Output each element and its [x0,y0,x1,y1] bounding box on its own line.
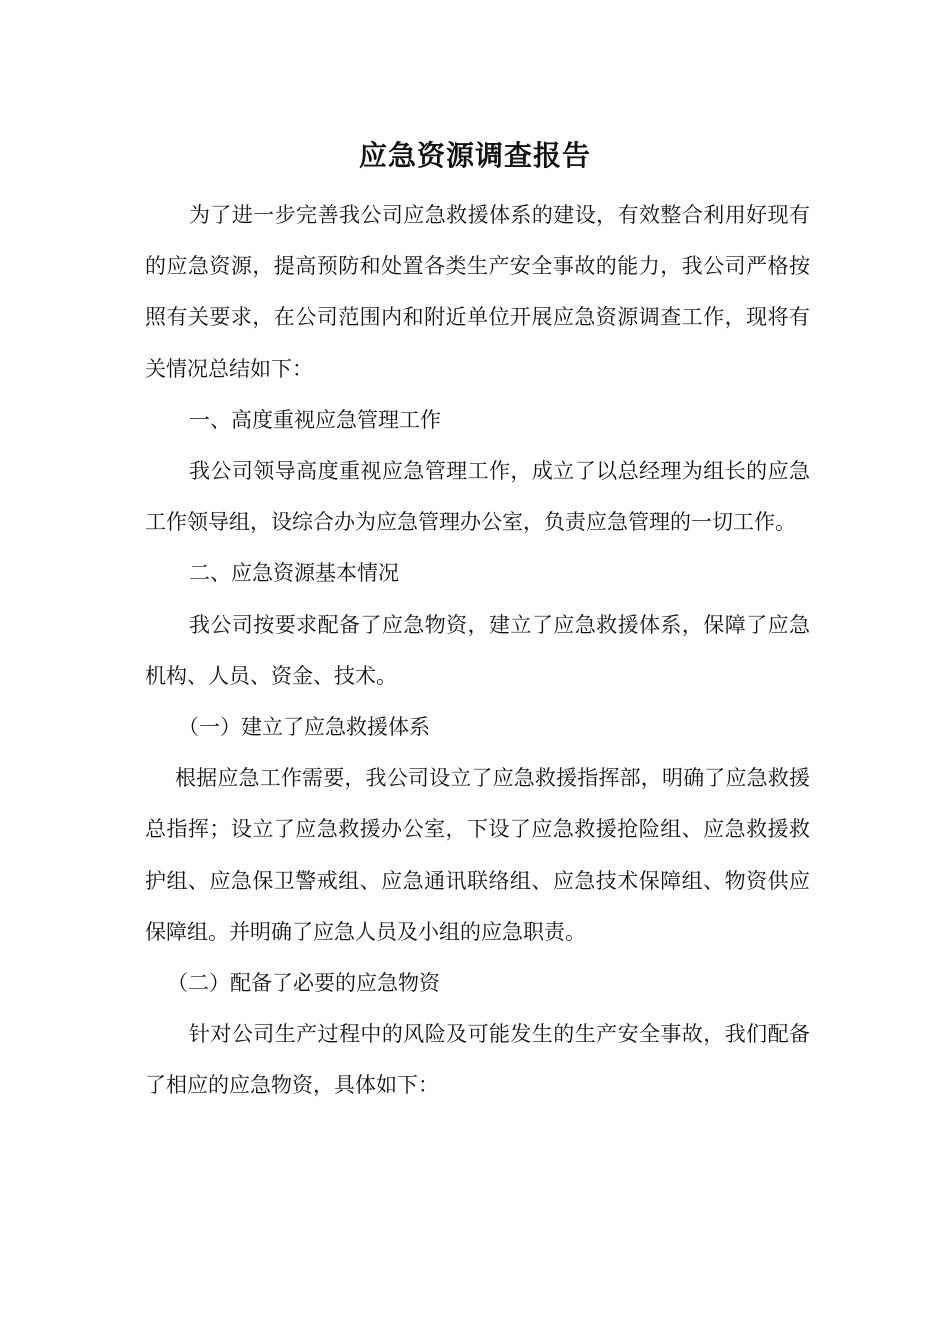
document-title: 应急资源调查报告 [358,139,591,172]
document-body [145,190,810,1112]
section-heading-1: 一、高度重视应急管理工作 [189,407,441,432]
subsection-heading-2: （二）配备了必要的应急物资 [167,971,440,996]
section-heading-2: 二、应急资源基本情况 [189,561,399,586]
section-2-paragraph: 我公司按要求配备了应急物资，建立了应急救援体系，保障了应急机构、人员、资金、技术。 [145,612,810,688]
subsection-2-paragraph: 针对公司生产过程中的风险及可能发生的生产安全事故，我们配备了相应的应急物资，具体如下： [145,1022,810,1098]
section-1-paragraph: 我公司领导高度重视应急管理工作，成立了以总经理为组长的应急工作领导组，设综合办为应急管理办公室，负责应急管理的一切工作。 [145,459,810,535]
intro-paragraph: 为了进一步完善我公司应急救援体系的建设，有效整合利用好现有的应急资源，提高预防和处置各类生产安全事故的能力，我公司严格按照有关要求，在公司范围内和附近单位开展应急资源调查工作，现将有关情况总结如下： [145,203,810,381]
subsection-heading-1: （一）建立了应急救援体系 [178,715,430,740]
subsection-1-paragraph: 根据应急工作需要，我公司设立了应急救援指挥部，明确了应急救援总指挥；设立了应急救援办公室，下设了应急救援抢险组、应急救援救护组、应急保卫警戒组、应急通讯联络组、应急技术保障组、物资供应保障组。并明确了应急人员及小组的应急职责。 [145,766,810,944]
